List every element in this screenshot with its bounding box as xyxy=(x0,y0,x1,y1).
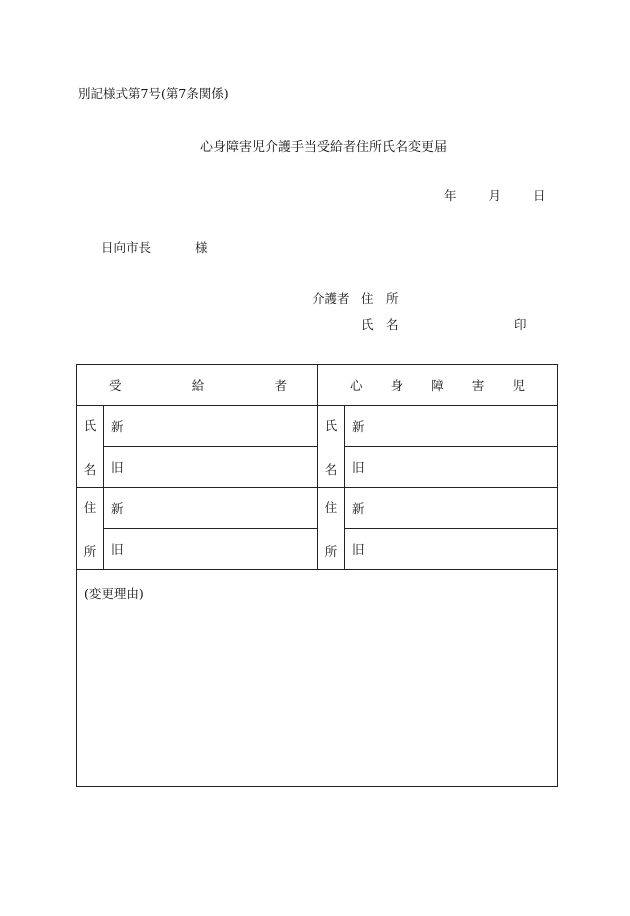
header-child-char: 児 xyxy=(512,378,526,393)
seal-mark: 印 xyxy=(514,317,527,332)
date-month: 月 xyxy=(488,188,501,203)
change-reason-field[interactable] xyxy=(77,570,558,787)
child-address-new-field[interactable] xyxy=(345,488,558,529)
recipient-address-label xyxy=(77,488,104,570)
date-year: 年 xyxy=(444,188,457,203)
header-child xyxy=(318,365,558,406)
address-old-row xyxy=(77,529,558,570)
recipient-address-old-field[interactable] xyxy=(104,529,318,570)
recipient-name-label xyxy=(77,406,104,488)
name-new-row xyxy=(77,406,558,447)
document-title: 心身障害児介護手当受給者住所氏名変更届 xyxy=(200,140,448,155)
applicant-address-label: 住 所 xyxy=(361,291,399,306)
change-reason-label: (変更理由) xyxy=(84,586,144,601)
new-label: 新 xyxy=(111,501,124,516)
child-name-new-field[interactable] xyxy=(345,406,558,447)
recipient-name-old-field[interactable] xyxy=(104,447,318,488)
new-label: 新 xyxy=(352,419,365,434)
address-new-row xyxy=(77,488,558,529)
child-name-label xyxy=(318,406,345,488)
date-day: 日 xyxy=(532,188,546,203)
label-char: 住 xyxy=(83,499,97,515)
header-recipient-char: 受 xyxy=(109,378,122,393)
label-char: 氏 xyxy=(83,417,97,433)
label-char: 名 xyxy=(324,461,338,477)
name-old-row xyxy=(77,447,558,488)
header-recipient xyxy=(77,365,318,406)
label-char: 住 xyxy=(324,499,338,515)
recipient-name-new-field[interactable] xyxy=(104,406,318,447)
label-char: 氏 xyxy=(324,417,338,433)
old-label: 旧 xyxy=(111,542,124,557)
recipient-address-new-field[interactable] xyxy=(104,488,318,529)
applicant-name-label: 氏 名 xyxy=(361,317,399,332)
header-recipient-char: 給 xyxy=(191,378,205,393)
old-label: 旧 xyxy=(352,542,365,557)
label-char: 名 xyxy=(83,461,97,477)
table-header-row xyxy=(77,365,558,406)
header-child-char: 身 xyxy=(390,378,404,393)
change-form-table xyxy=(76,364,558,787)
old-label: 旧 xyxy=(111,460,124,475)
header-child-char: 心 xyxy=(350,378,363,393)
header-child-char: 害 xyxy=(471,378,485,393)
addressee-name: 日向市長 xyxy=(101,240,152,255)
addressee-honorific: 様 xyxy=(195,240,208,255)
child-name-old-field[interactable] xyxy=(345,447,558,488)
child-address-old-field[interactable] xyxy=(345,529,558,570)
new-label: 新 xyxy=(111,419,124,434)
header-child-char: 障 xyxy=(431,378,444,393)
old-label: 旧 xyxy=(352,460,365,475)
date-line xyxy=(444,186,545,204)
label-char: 所 xyxy=(324,543,338,559)
caregiver-label: 介護者 xyxy=(312,291,350,306)
form-number-label: 別記様式第7号(第7条関係) xyxy=(78,86,229,101)
reason-row xyxy=(77,570,558,787)
header-recipient-char: 者 xyxy=(274,378,288,393)
child-address-label xyxy=(318,488,345,570)
new-label: 新 xyxy=(352,501,365,516)
label-char: 所 xyxy=(83,543,97,559)
